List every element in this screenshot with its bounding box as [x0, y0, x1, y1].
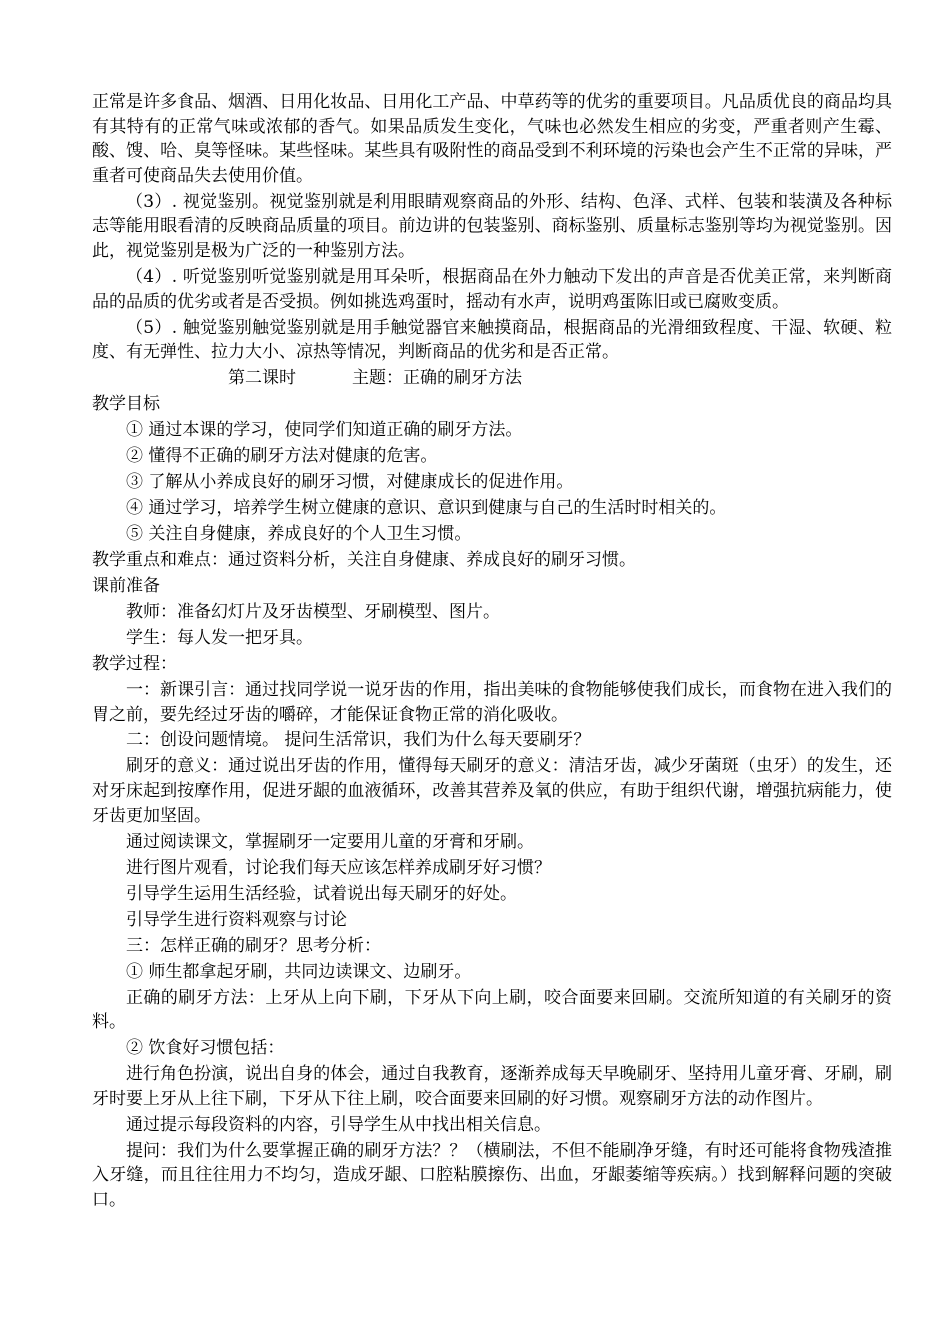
process-step: 刷牙的意义：通过说出牙齿的作用，懂得每天刷牙的意义：清洁牙齿，减少牙菌斑（虫牙）的发生，还对牙床起到按摩作用，促进牙龈的血液循环，改善其营养及氧的供应，有助于组织代谢，增强抗病能力，使牙齿更加坚固。	[92, 756, 892, 826]
process-step: 一：新课引言：通过找同学说一说牙齿的作用，指出美味的食物能够使我们成长，而食物在进入我们的胃之前，要先经过牙齿的嚼碎，才能保证食物正常的消化吸收。	[92, 679, 892, 725]
lesson-topic: 主题：正确的刷牙方法	[352, 368, 522, 389]
process-step: 二：创设问题情境。 提问生活常识，我们为什么每天要刷牙？	[126, 730, 591, 751]
process-step: ① 师生都拿起牙刷，共同边读课文、边刷牙。	[126, 961, 472, 982]
objective-item: ④ 通过学习，培养学生树立健康的意识、意识到健康与自己的生活时时相关的。	[126, 498, 727, 519]
process-step: 引导学生进行资料观察与讨论	[126, 909, 347, 930]
objectives-title: 教学目标	[92, 394, 160, 415]
lesson-period: 第二课时	[228, 368, 296, 389]
lesson-heading	[92, 366, 892, 391]
paragraph-auditory-identification: （4）. 听觉鉴别听觉鉴别就是用耳朵听，根据商品在外力触动下发出的声音是否优美正常，来判断商品的品质的优劣或者是否受损。例如挑选鸡蛋时，摇动有水声，说明鸡蛋陈旧或已腐败变质。	[92, 266, 892, 312]
paragraph-visual-identification: （3）. 视觉鉴别。视觉鉴别就是利用眼睛观察商品的外形、结构、色泽、式样、包装和装潢及各种标志等能用眼看清的反映商品质量的项目。前边讲的包装鉴别、商标鉴别、质量标志鉴别等均为视觉鉴别。因此，视觉鉴别是极为广泛的一种鉴别方法。	[92, 191, 892, 261]
prep-student: 学生：每人发一把牙具。	[126, 627, 313, 648]
process-step: 三：怎样正确的刷牙？思考分析：	[126, 935, 381, 956]
objective-item: ② 懂得不正确的刷牙方法对健康的危害。	[126, 446, 438, 467]
process-step: 进行角色扮演，说出自身的体会，通过自我教育，逐渐养成每天早晚刷牙、坚持用儿童牙膏、牙刷，刷牙时要上牙从上往下刷，下牙从下往上刷，咬合面要来回刷的好习惯。观察刷牙方法的动作图片。	[92, 1064, 892, 1109]
objective-item: ① 通过本课的学习，使同学们知道正确的刷牙方法。	[126, 420, 523, 441]
objective-item: ⑤ 关注自身健康，养成良好的个人卫生习惯。	[126, 524, 472, 544]
process-step: 引导学生运用生活经验，试着说出每天刷牙的好处。	[126, 883, 517, 904]
process-step: 通过阅读课文，掌握刷牙一定要用儿童的牙膏和牙刷。	[126, 831, 534, 852]
process-step: ② 饮食好习惯包括：	[126, 1038, 285, 1059]
prep-title: 课前准备	[92, 575, 160, 596]
process-step: 提问：我们为什么要掌握正确的刷牙方法？？（横刷法，不但不能刷净牙缝，有时还可能将食物残渣推入牙缝，而且往往用力不均匀，造成牙龈、口腔粘膜擦伤、出血，牙龈萎缩等疾病。）找到解释问题的突破口。	[92, 1140, 892, 1210]
objective-item: ③ 了解从小养成良好的刷牙习惯，对健康成长的促进作用。	[126, 472, 574, 493]
process-step: 通过提示每段资料的内容，引导学生从中找出相关信息。	[126, 1114, 551, 1135]
paragraph-smell-quality: 正常是许多食品、烟酒、日用化妆品、日用化工产品、中草药等的优劣的重要项目。凡品质优良的商品均具有其特有的正常气味或浓郁的香气。如果品质发生变化，气味也必然发生相应的劣变，严重者则产生霉、酸、馊、哈、臭等怪味。某些怪味。某些具有吸附性的商品受到不利环境的污染也会产生不正常的异味，严重者可使商品失去使用价值。	[92, 92, 892, 186]
key-points: 教学重点和难点：通过资料分析，关注自身健康、养成良好的刷牙习惯。	[92, 549, 636, 570]
paragraph-tactile-identification: （5）. 触觉鉴别触觉鉴别就是用手触觉器官来触摸商品，根据商品的光滑细致程度、干湿、软硬、粒度、有无弹性、拉力大小、凉热等情况，判断商品的优劣和是否正常。	[92, 317, 892, 363]
process-step: 进行图片观看，讨论我们每天应该怎样养成刷牙好习惯？	[126, 857, 551, 878]
process-title: 教学过程：	[92, 653, 177, 674]
process-step: 正确的刷牙方法：上牙从上向下刷，下牙从下向上刷，咬合面要来回刷。交流所知道的有关刷牙的资料。	[92, 987, 892, 1033]
prep-teacher: 教师：准备幻灯片及牙齿模型、牙刷模型、图片。	[126, 601, 500, 622]
